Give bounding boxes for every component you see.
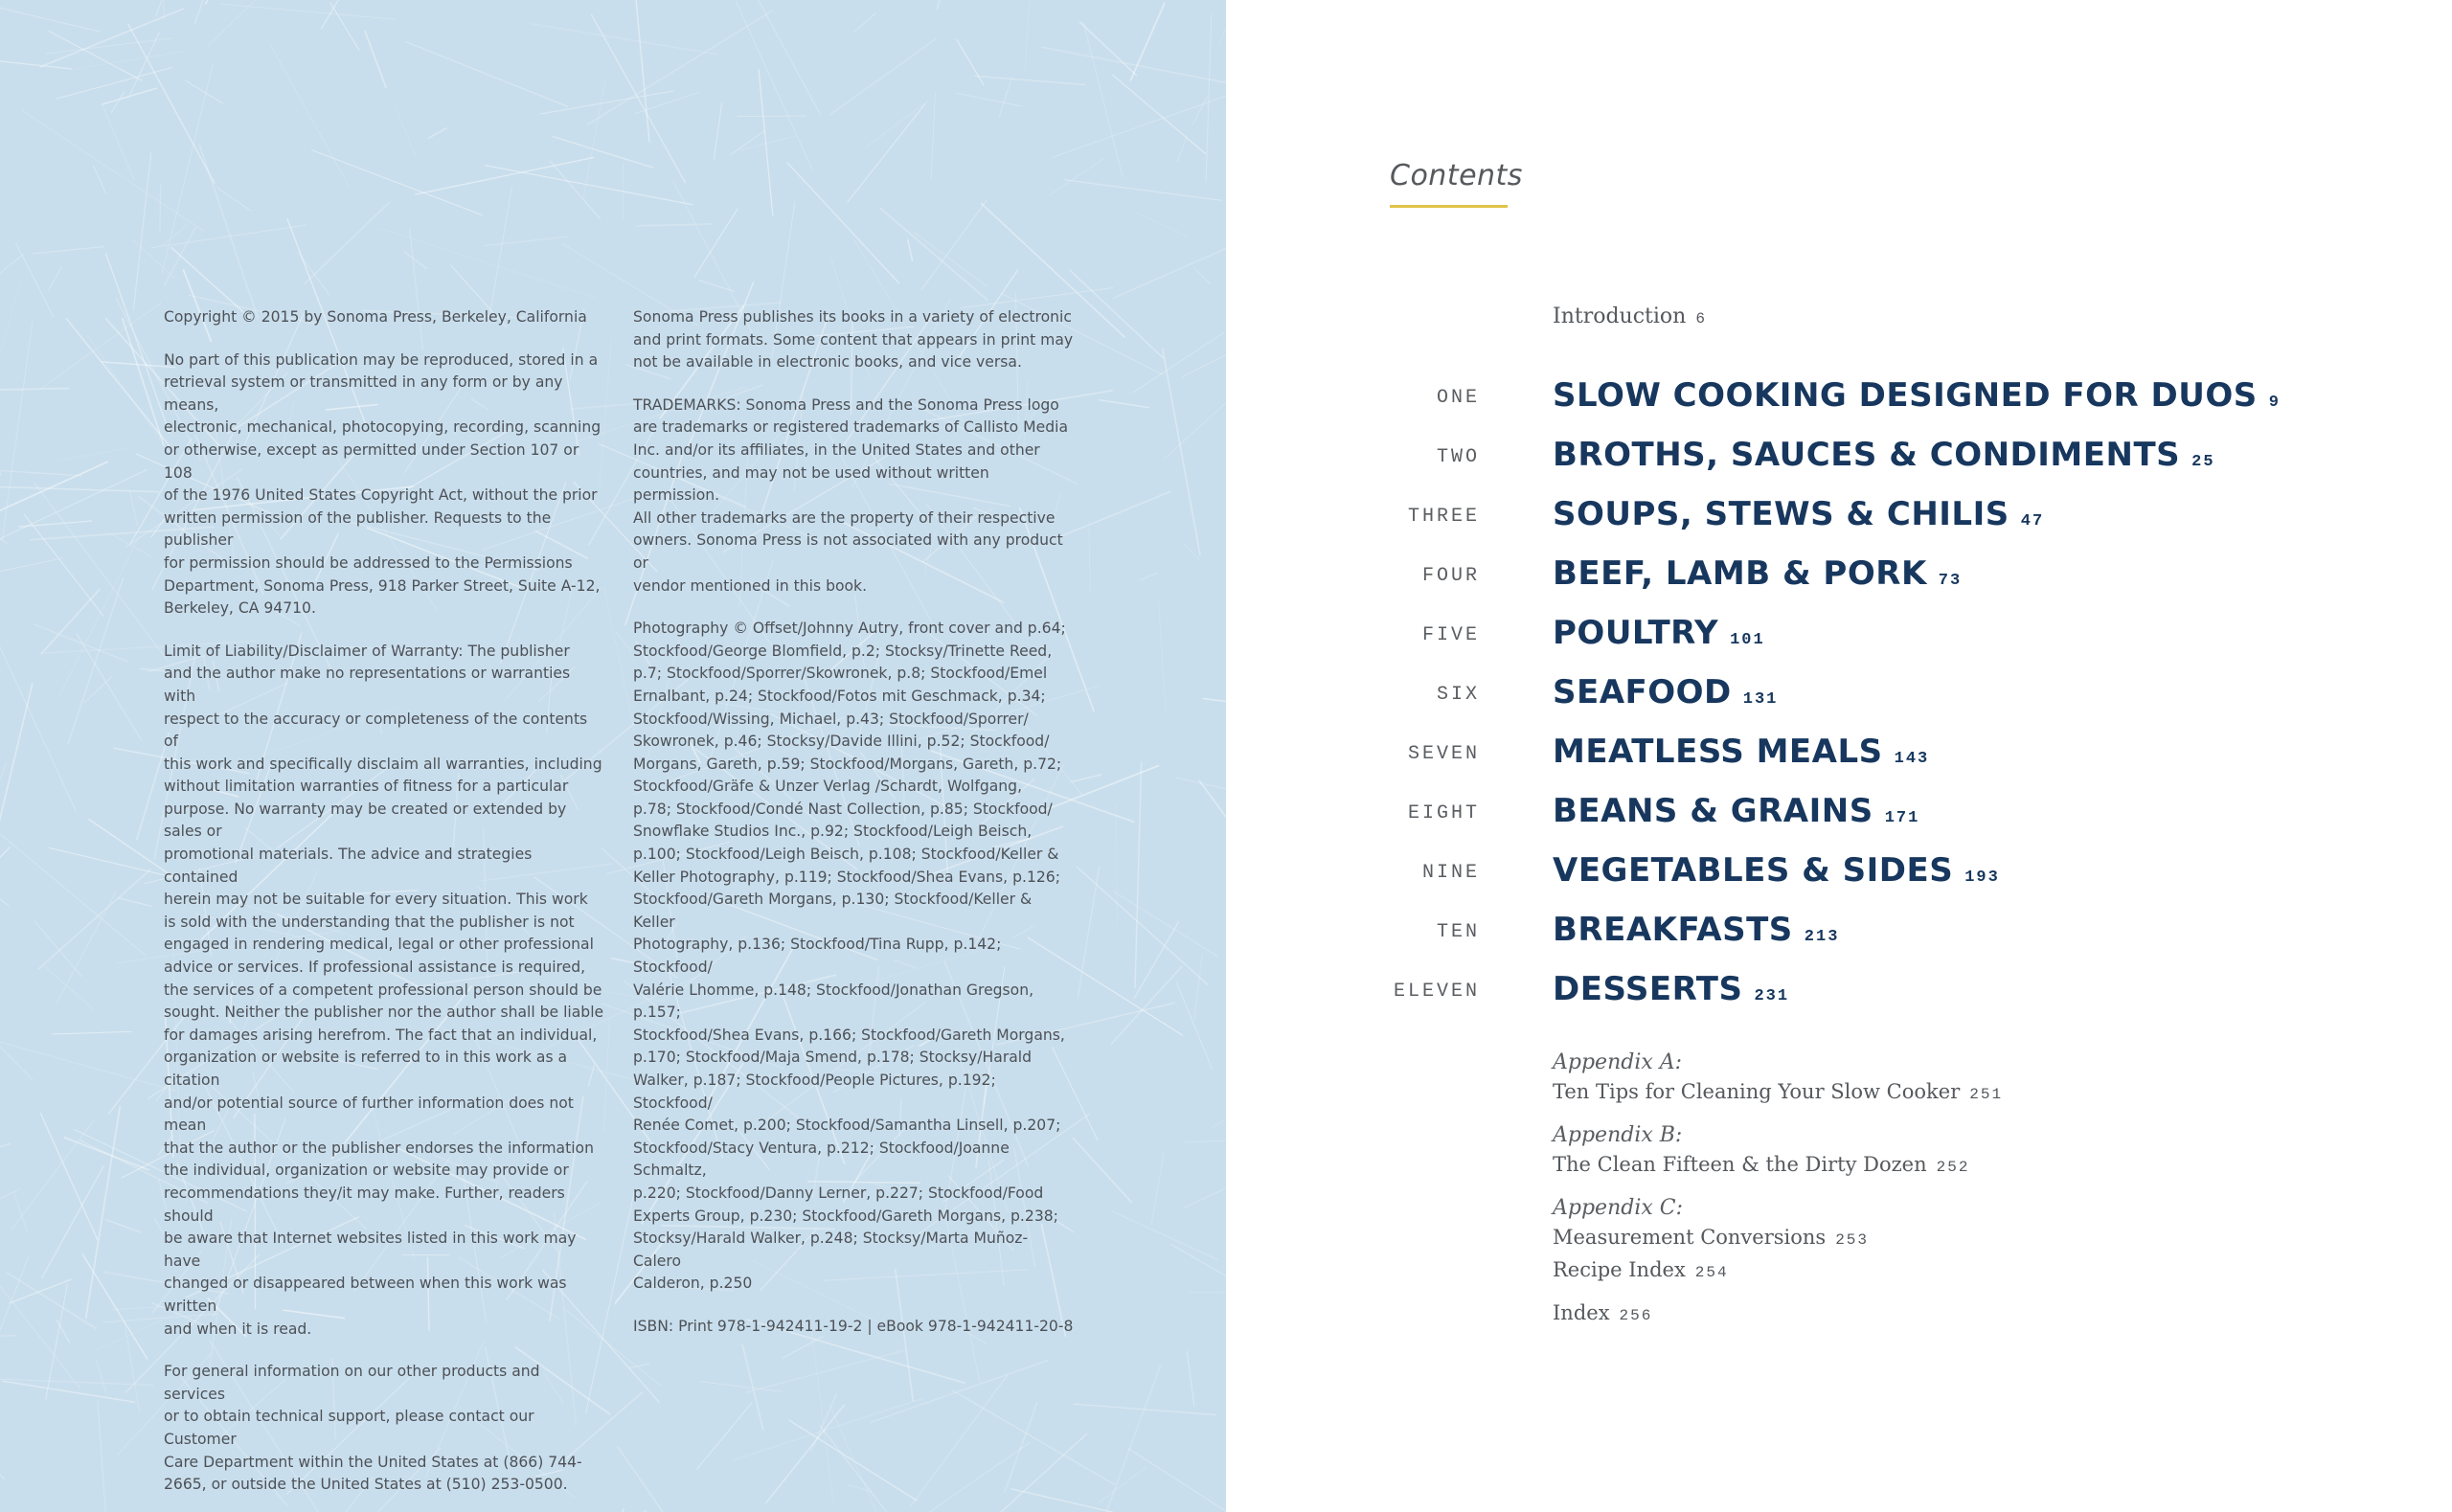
scratch-mark [1099, 400, 1149, 408]
scratch-mark [164, 227, 195, 286]
chapter-number: FOUR [1421, 565, 1480, 587]
scratch-mark [87, 335, 160, 439]
scratch-mark [199, 145, 258, 319]
toc-page-number: 254 [1694, 1264, 1729, 1281]
scratch-mark [1005, 1402, 1037, 1492]
scratch-mark [629, 1364, 649, 1368]
scratch-mark [616, 631, 631, 651]
toc-page-number: 256 [1619, 1307, 1653, 1324]
scratch-mark [0, 55, 72, 69]
toc-appendix[interactable] [1553, 1049, 2003, 1109]
scratch-mark [1056, 491, 1171, 538]
scratch-mark [1064, 180, 1222, 201]
scratch-mark [738, 116, 806, 117]
scratch-mark [2, 1381, 135, 1402]
chapter-title [1553, 554, 1962, 593]
scratch-mark [531, 24, 718, 55]
scratch-mark [0, 1207, 80, 1388]
copyright-column-2 [633, 306, 1074, 1359]
appendix-title [1553, 1077, 2003, 1109]
scratch-mark [34, 624, 129, 662]
toc-page-number: 252 [1936, 1159, 1970, 1176]
scratch-mark [0, 254, 25, 384]
toc-chapter[interactable] [1226, 664, 2452, 711]
scratch-mark [2, 322, 33, 541]
chapter-title-text: MEATLESS MEALS [1553, 733, 1883, 771]
scratch-mark [698, 281, 735, 292]
chapter-title [1553, 614, 1765, 652]
appendix-title-text: The Clean Fifteen & the Dirty Dozen [1553, 1153, 1927, 1176]
scratch-mark [731, 130, 765, 154]
scratch-mark [123, 318, 165, 446]
scratch-mark [18, 521, 92, 527]
scratch-mark [1194, 954, 1202, 1022]
scratch-mark [154, 1217, 164, 1234]
appendix-title [1553, 1223, 1869, 1254]
scratch-mark [1182, 276, 1226, 376]
scratch-mark [1111, 1210, 1217, 1259]
scratch-mark [1096, 1365, 1161, 1512]
scratch-mark [1218, 0, 1226, 46]
scratch-mark [34, 483, 169, 662]
toc-page-number: 25 [2191, 453, 2215, 471]
scratch-mark [1042, 47, 1226, 88]
scratch-mark [0, 389, 70, 392]
scratch-mark [696, 1403, 752, 1470]
chapter-title-text: BEANS & GRAINS [1553, 792, 1873, 830]
scratch-mark [102, 103, 134, 180]
scratch-mark [163, 224, 189, 246]
scratch-mark [396, 106, 418, 158]
scratch-mark [217, 188, 252, 212]
scratch-mark [1195, 269, 1212, 285]
scratch-mark [405, 41, 568, 106]
scratch-mark [1192, 96, 1208, 125]
scratch-mark [105, 1220, 142, 1233]
scratch-mark [928, 1442, 1031, 1512]
toc-chapter[interactable] [1226, 426, 2452, 474]
appendix-title [1553, 1150, 1969, 1182]
scratch-mark [1052, 95, 1226, 158]
scratch-mark [0, 1188, 20, 1260]
toc-page-number: 131 [1742, 690, 1779, 709]
scratch-mark [24, 514, 103, 617]
chapter-number: FIVE [1421, 624, 1480, 646]
scratch-mark [1089, 521, 1090, 592]
toc-page-number: 47 [2020, 512, 2045, 530]
chapter-number: ELEVEN [1393, 981, 1480, 1003]
scratch-mark [118, 898, 152, 907]
scratch-mark [931, 92, 936, 179]
copyright-paragraph: TRADEMARKS: Sonoma Press and the Sonoma Press logo are trademarks or registered trademarks of Callisto Media Inc. and/or its affiliates, in the United States and other countries, and may not be used without written permission. All other trademarks are the property of their respective owners. Sonoma Press is not associated with any product or vendor mentioned in this book. [633, 395, 1069, 595]
toc-page-number: 73 [1938, 572, 1963, 590]
toc-page-number: 231 [1754, 987, 1790, 1005]
scratch-mark [937, 0, 984, 10]
scratch-mark [0, 1040, 175, 1091]
scratch-mark [1183, 543, 1200, 560]
chapter-number: THREE [1407, 506, 1480, 528]
scratch-mark [311, 150, 482, 215]
scratch-mark [271, 46, 350, 188]
scratch-mark [0, 819, 146, 956]
scratch-mark [42, 303, 161, 387]
scratch-mark [1135, 212, 1188, 237]
scratch-mark [1211, 1044, 1226, 1128]
scratch-mark [37, 869, 150, 970]
scratch-mark [952, 1390, 1115, 1485]
scratch-mark [96, 1358, 106, 1392]
scratch-mark [46, 1284, 68, 1400]
scratch-mark [787, 162, 899, 282]
scratch-mark [1185, 1179, 1227, 1207]
scratch-mark [41, 589, 101, 654]
copyright-paragraph: Sonoma Press publishes its books in a variety of electronic and print formats. Some content that appears in print may not be available in electronic books, and vice versa. [633, 308, 1074, 372]
scratch-mark [586, 11, 772, 125]
scratch-mark [921, 199, 988, 289]
toc-page-number: 253 [1835, 1231, 1870, 1249]
scratch-mark [33, 247, 104, 254]
scratch-mark [714, 103, 721, 160]
scratch-mark [956, 93, 1021, 106]
appendix-title-text: Measurement Conversions [1553, 1226, 1827, 1249]
scratch-mark [129, 489, 137, 525]
chapter-title-text: SOUPS, STEWS & CHILIS [1553, 495, 2009, 533]
scratch-mark [618, 1447, 664, 1512]
scratch-mark [848, 103, 925, 202]
scratch-mark [0, 471, 81, 476]
toc-appendix[interactable] [1553, 1194, 1869, 1254]
toc-chapter[interactable] [1226, 842, 2452, 890]
chapter-number: ONE [1436, 387, 1480, 409]
scratch-mark [133, 153, 151, 311]
scratch-mark [1127, 1448, 1226, 1512]
scratch-mark [404, 252, 427, 269]
scratch-mark [40, 1113, 98, 1240]
scratch-mark [694, 209, 738, 277]
scratch-mark [39, 9, 184, 67]
scratch-mark [853, 13, 875, 33]
scratch-mark [66, 318, 172, 449]
scratch-mark [1185, 1139, 1226, 1142]
toc-recipe-index[interactable] [1553, 1258, 1729, 1281]
scratch-mark [109, 533, 152, 557]
scratch-mark [84, 676, 112, 702]
page-title: Contents [1390, 159, 1523, 192]
scratch-mark [740, 136, 796, 150]
scratch-mark [0, 0, 101, 32]
chapter-title [1553, 495, 2044, 533]
scratch-mark [1163, 349, 1200, 555]
chapter-number: NINE [1421, 862, 1480, 884]
scratch-mark [0, 558, 63, 605]
scratch-mark [1177, 983, 1213, 1071]
scratch-mark [365, 31, 386, 88]
scratch-mark [330, 3, 360, 51]
scratch-mark [1113, 226, 1226, 299]
scratch-mark [22, 110, 204, 232]
scratch-mark [490, 187, 512, 314]
scratch-mark [0, 486, 159, 492]
chapter-title-text: BEEF, LAMB & PORK [1553, 554, 1927, 593]
scratch-mark [957, 39, 984, 85]
toc-page-number: 143 [1894, 750, 1930, 768]
scratch-mark [974, 76, 1085, 84]
scratch-mark [44, 966, 93, 1009]
scratch-mark [1151, 1152, 1164, 1226]
chapter-number: SIX [1436, 684, 1480, 706]
scratch-mark [789, 1420, 918, 1501]
appendix-title-text: Ten Tips for Cleaning Your Slow Cooker [1553, 1080, 1961, 1103]
chapter-number: EIGHT [1407, 802, 1480, 824]
chapter-title-text: SLOW COOKING DESIGNED FOR DUOS [1553, 376, 2258, 415]
scratch-mark [0, 276, 22, 496]
scratch-mark [219, 4, 396, 19]
scratch-mark [0, 955, 34, 1081]
scratch-mark [46, 38, 173, 54]
scratch-mark [7, 1273, 97, 1329]
scratch-mark [1079, 22, 1137, 76]
scratch-mark [98, 1401, 112, 1512]
scratch-mark [1176, 778, 1226, 800]
scratch-mark [304, 202, 390, 284]
scratch-mark [207, 0, 341, 47]
scratch-mark [68, 577, 124, 743]
scratch-mark [1116, 803, 1118, 924]
scratch-mark [1170, 1244, 1226, 1328]
scratch-mark [0, 640, 77, 811]
scratch-mark [1187, 1351, 1194, 1407]
copyright-paragraph: Photography © Offset/Johnny Autry, front cover and p.64; Stockfood/George Blomfield, p.2; Stocksy/Trinette Reed, p.7; Stockfood/Sporrer/Skowronek, p.8; Stockfood/Emel Ernalbant, p.24; Stockfood/Fotos mit Geschmack, p.34; Stockfood/Wissing, Michael, p.43; Stockfood/Sporrer/ Skowronek, p.46; Stocksy/Davide Illini, p.52; Stockfood/ Morgans, Gareth, p.59; Stockfood/Morgans, Gareth, p.72; Stockfood/Gräfe & Unzer Verlag /Schardt, Wolfgang, p.78; Stockfood/Condé Nast Collection, p.85; Stockfood/ Snowflake Studios Inc., p.92; Stockfood/Leigh Beisch, p.100; Stockfood/Leigh Beisch, p.108; Stockfood/Keller & Keller Photography, p.119; Stockfood/Shea Evans, p.126; Stockfood/Gareth Morgans, p.130; Stockfood/Keller & Keller Photography, p.136; Stockfood/Tina Rupp, p.142; Stockfood/ Valérie Lhomme, p.148; Stockfood/Jonathan Gregson, p.157; Stockfood/Shea Evans, p.166; Stockfood/Gareth Morgans, p.170; Stockfood/Maja Smend, p.178; Stocksy/Harald Walker, p.187; Stockfood/People Pictures, p.192; Stockfood/ Renée Comet, p.200; Stockfood/Samantha Linsell, p.207; Stockfood/Stacy Ventura, p.212; Stockfood/Joanne Schmaltz, p.220; Stockfood/Danny Lerner, p.227; Stockfood/Food Experts Group, p.230; Stockfood/Gareth Morgans, p.238; Stocksy/Harald Walker, p.248; Stocksy/Marta Muñoz-Calero Calderon, p.250 [633, 620, 1066, 1293]
scratch-mark [128, 24, 215, 184]
scratch-mark [733, 1398, 924, 1460]
contents-page [1226, 0, 2452, 1512]
toc-page-number: 171 [1884, 809, 1920, 827]
chapter-title [1553, 792, 1919, 830]
scratch-mark [635, 0, 649, 142]
copyright-paragraph: Limit of Liability/Disclaimer of Warranty: The publisher and the author make no representations or warranties with respect to the accuracy or completeness of the contents of this work and specifically disclaim all warranties, including without limitation warranties of fitness for a particular purpose. No warranty may be created or extended by sales or promotional materials. The advice and strategies contained herein may not be suitable for every situation. This work is sold with the understanding that the publisher is not engaged in rendering medical, legal or other professional advice or services. If professional assistance is required, the services of a competent professional person should be sought. Neither the publisher nor the author shall be liable for damages arising herefrom. The fact that an individual, organization or website is referred to in this work as a citation and/or potential source of further information does not mean that the author or the publisher endorses the information the individual, organization or website may provide or recommendations they/it may make. Further, readers should be aware that Internet websites listed in this work may have changed or disappeared between when this work was written and when it is read. [164, 642, 604, 1338]
toc-introduction[interactable] [1553, 305, 1707, 328]
scratch-mark [636, 224, 712, 226]
scratch-mark [58, 534, 140, 698]
appendix-label: Appendix C: [1553, 1196, 1684, 1220]
scratch-mark [999, 78, 1011, 116]
scratch-mark [156, 0, 213, 16]
scratch-mark [49, 31, 143, 80]
toc-entry-title: Index [1553, 1301, 1610, 1324]
scratch-mark [1134, 921, 1179, 999]
scratch-mark [766, 1405, 845, 1503]
chapter-title [1553, 376, 2281, 415]
chapter-title-text: BREAKFASTS [1553, 911, 1793, 949]
scratch-mark [829, 1406, 900, 1512]
toc-index[interactable] [1553, 1301, 1652, 1324]
scratch-mark [550, 161, 601, 219]
scratch-mark [57, 448, 128, 461]
chapter-title-text: BROTHS, SAUCES & CONDIMENTS [1553, 436, 2181, 474]
toc-chapter[interactable] [1226, 782, 2452, 830]
scratch-mark [82, 1253, 148, 1359]
scratch-mark [34, 921, 82, 977]
scratch-mark [49, 847, 180, 879]
chapter-title-text: DESSERTS [1553, 970, 1743, 1008]
scratch-mark [0, 1336, 16, 1337]
toc-chapter[interactable] [1226, 901, 2452, 949]
scratch-mark [102, 88, 158, 104]
toc-page-number: 251 [1969, 1086, 2004, 1103]
scratch-mark [0, 868, 9, 906]
copyright-column-1 [164, 306, 604, 1512]
scratch-mark [428, 128, 447, 139]
toc-appendix[interactable] [1553, 1121, 1969, 1182]
copyright-paragraph: No part of this publication may be reproduced, stored in a retrieval system or transmitted in any form or by any means, electronic, mechanical, photocopying, recording, scanning or otherwise, except as permitted under Section 107 or 108 of the 1976 United States Copyright Act, without the prior written permission of the publisher. Requests to the publisher for permission should be addressed to the Permissions Department, Sonoma Press, 918 Parker Street, Suite A-12, Berkeley, CA 94710. [164, 350, 602, 618]
scratch-mark [908, 239, 913, 261]
scratch-mark [829, 38, 937, 115]
chapter-number: TEN [1436, 921, 1480, 943]
scratch-mark [1199, 780, 1226, 847]
scratch-mark [1025, 0, 1030, 71]
toc-chapter[interactable] [1226, 604, 2452, 652]
scratch-mark [1135, 761, 1142, 988]
toc-entry-title: Introduction [1553, 305, 1687, 328]
toc-page-number: 101 [1730, 631, 1765, 649]
scratch-mark [48, 267, 61, 292]
toc-page-number: 193 [1964, 869, 2000, 887]
scratch-mark [53, 1031, 132, 1034]
toc-chapter[interactable] [1226, 545, 2452, 593]
scratch-mark [1078, 866, 1099, 997]
chapter-title [1553, 911, 1839, 949]
scratch-mark [603, 1017, 609, 1132]
scratch-mark [57, 67, 172, 99]
toc-page-number: 213 [1804, 928, 1840, 946]
scratch-mark [1099, 1467, 1147, 1503]
scratch-mark [160, 185, 161, 231]
scratch-mark [1203, 699, 1226, 724]
chapter-title [1553, 851, 2000, 890]
scratch-mark [1071, 775, 1101, 782]
chapter-title-text: VEGETABLES & SIDES [1553, 851, 1954, 890]
scratch-mark [11, 1120, 94, 1230]
scratch-mark [713, 0, 821, 115]
scratch-mark [1011, 1489, 1226, 1512]
toc-chapter[interactable] [1226, 367, 2452, 415]
scratch-mark [540, 91, 674, 114]
scratch-mark [0, 847, 11, 992]
scratch-mark [0, 1143, 11, 1196]
toc-chapter[interactable] [1226, 960, 2452, 1008]
toc-page-number: 9 [2268, 394, 2281, 412]
chapter-title-text: SEAFOOD [1553, 673, 1732, 711]
scratch-mark [73, 51, 186, 69]
scratch-mark [415, 157, 594, 194]
scratch-mark [484, 237, 567, 246]
scratch-mark [591, 14, 686, 184]
scratch-mark [880, 208, 988, 300]
toc-chapter[interactable] [1226, 485, 2452, 533]
toc-chapter[interactable] [1226, 723, 2452, 771]
scratch-mark [0, 382, 1, 477]
scratch-mark [865, 101, 928, 147]
scratch-mark [914, 232, 988, 286]
scratch-mark [1049, 159, 1103, 196]
chapter-title [1553, 673, 1778, 711]
chapter-number: SEVEN [1407, 743, 1480, 765]
toc-page-number: 6 [1695, 310, 1707, 327]
copyright-paragraph: ISBN: Print 978-1-942411-19-2 | eBook 978-1-942411-20-8 [633, 1317, 1074, 1335]
chapter-number: TWO [1436, 446, 1480, 468]
chapter-title [1553, 733, 1929, 771]
scratch-mark [0, 1430, 5, 1479]
chapter-title-text: POULTRY [1553, 614, 1719, 652]
table-of-contents [1226, 0, 2452, 1512]
chapter-title [1553, 970, 1789, 1008]
scratch-mark [205, 0, 329, 5]
scratch-mark [1189, 1292, 1226, 1295]
chapter-title [1553, 436, 2215, 474]
scratch-mark [736, 2, 812, 170]
scratch-mark [1140, 573, 1158, 580]
scratch-mark [94, 166, 106, 193]
scratch-mark [1158, 599, 1166, 714]
scratch-mark [870, 1360, 1049, 1422]
scratch-mark [1177, 135, 1187, 161]
appendix-label: Appendix B: [1553, 1123, 1683, 1147]
copyright-paragraph: Copyright © 2015 by Sonoma Press, Berkeley, California [164, 308, 587, 326]
copyright-paragraph: For general information on our other products and services or to obtain technical support, please contact our Customer Care Department within the United States at (866) 744- 2665, or outside the United States at (510) 253-0500. [164, 1363, 582, 1494]
scratch-mark [321, 0, 404, 29]
scratch-mark [0, 1257, 29, 1426]
appendix-label: Appendix A: [1553, 1050, 1683, 1074]
toc-entry-title: Recipe Index [1553, 1258, 1686, 1281]
scratch-mark [111, 91, 125, 113]
scratch-mark [0, 470, 148, 559]
scratch-mark [1112, 75, 1206, 154]
scratch-mark [1073, 1138, 1132, 1203]
scratch-mark [583, 79, 606, 198]
